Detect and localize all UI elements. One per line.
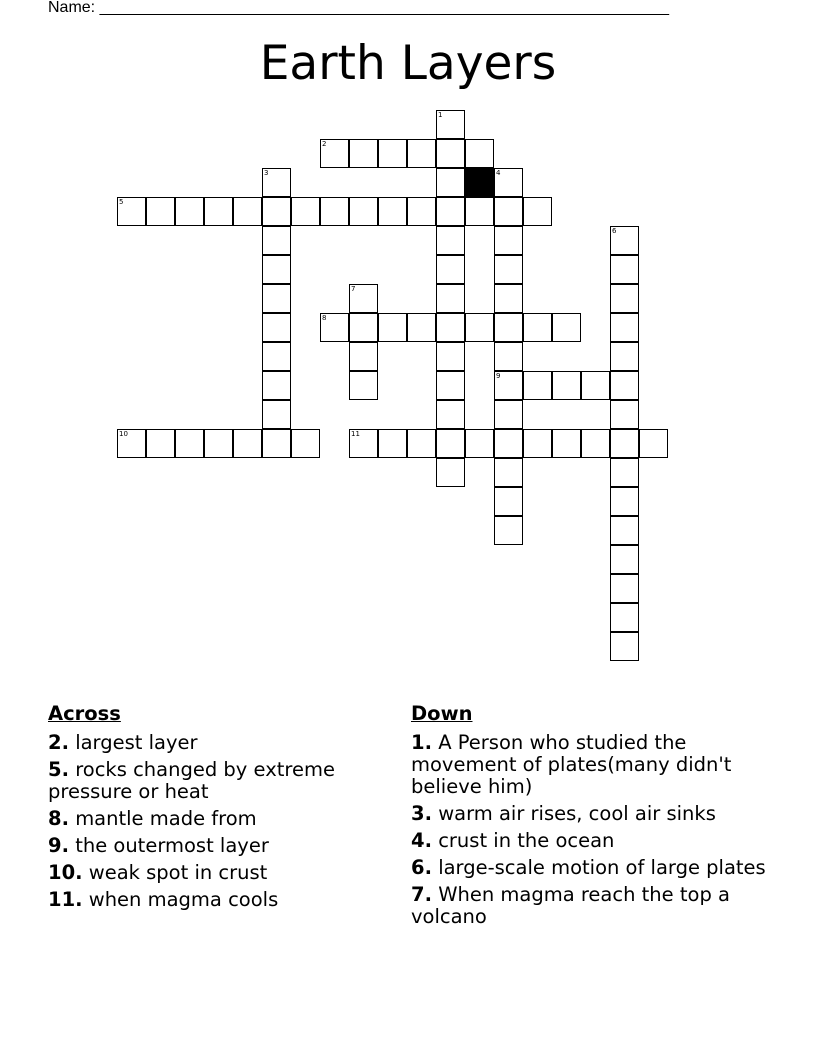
- answer-cell[interactable]: [494, 342, 523, 371]
- answer-cell[interactable]: [494, 284, 523, 313]
- clue-text: When magma reach the top a volcano: [411, 883, 730, 928]
- answer-cell[interactable]: [436, 110, 465, 139]
- clue-text: largest layer: [75, 731, 198, 754]
- cell-number: 8: [322, 314, 327, 322]
- answer-cell[interactable]: [494, 487, 523, 516]
- answer-cell[interactable]: [610, 487, 639, 516]
- answer-cell[interactable]: [494, 168, 523, 197]
- clue-number: 9.: [48, 834, 69, 857]
- answer-cell[interactable]: [436, 371, 465, 400]
- clue-text: crust in the ocean: [438, 829, 615, 852]
- cell-number: 6: [612, 227, 617, 235]
- answer-cell[interactable]: [117, 429, 146, 458]
- answer-cell[interactable]: [436, 197, 465, 226]
- cell-number: 1: [438, 111, 443, 119]
- clue-text: rocks changed by extreme pressure or heat: [48, 758, 335, 803]
- answer-cell[interactable]: [552, 371, 581, 400]
- answer-cell[interactable]: [610, 574, 639, 603]
- answer-cell[interactable]: [552, 429, 581, 458]
- clue-number: 1.: [411, 731, 432, 754]
- answer-cell[interactable]: [610, 400, 639, 429]
- answer-cell[interactable]: [407, 429, 436, 458]
- answer-cell[interactable]: [349, 429, 378, 458]
- answer-cell[interactable]: [262, 226, 291, 255]
- answer-cell[interactable]: [610, 226, 639, 255]
- answer-cell[interactable]: [175, 197, 204, 226]
- answer-cell[interactable]: [581, 371, 610, 400]
- cell-number: 9: [496, 372, 501, 380]
- answer-cell[interactable]: [378, 197, 407, 226]
- answer-cell[interactable]: [349, 284, 378, 313]
- answer-cell[interactable]: [407, 139, 436, 168]
- answer-cell[interactable]: [262, 342, 291, 371]
- answer-cell[interactable]: [291, 197, 320, 226]
- answer-cell[interactable]: [349, 197, 378, 226]
- answer-cell[interactable]: [262, 371, 291, 400]
- answer-cell[interactable]: [349, 371, 378, 400]
- name-field[interactable]: Name: ________________________________________________________________: [48, 0, 670, 16]
- down-heading: Down: [411, 702, 473, 725]
- answer-cell[interactable]: [610, 429, 639, 458]
- clue-text: when magma cools: [88, 888, 279, 911]
- answer-cell[interactable]: [610, 545, 639, 574]
- black-square: [465, 168, 494, 197]
- answer-cell[interactable]: [494, 226, 523, 255]
- down-clues: [411, 703, 771, 933]
- answer-cell[interactable]: [204, 197, 233, 226]
- down-clue-3: [411, 803, 771, 825]
- across-clue-9: [48, 835, 378, 857]
- answer-cell[interactable]: [436, 168, 465, 197]
- answer-cell[interactable]: [436, 400, 465, 429]
- answer-cell[interactable]: [494, 313, 523, 342]
- answer-cell[interactable]: [610, 458, 639, 487]
- answer-cell[interactable]: [610, 313, 639, 342]
- cell-number: 3: [264, 169, 269, 177]
- answer-cell[interactable]: [262, 197, 291, 226]
- answer-cell[interactable]: [610, 603, 639, 632]
- answer-cell[interactable]: [465, 313, 494, 342]
- answer-cell[interactable]: [436, 284, 465, 313]
- across-clue-8: [48, 808, 378, 830]
- answer-cell[interactable]: [349, 313, 378, 342]
- answer-cell[interactable]: [465, 197, 494, 226]
- answer-cell[interactable]: [494, 458, 523, 487]
- answer-cell[interactable]: [378, 429, 407, 458]
- answer-cell[interactable]: [262, 255, 291, 284]
- answer-cell[interactable]: [639, 429, 668, 458]
- answer-cell[interactable]: [581, 429, 610, 458]
- answer-cell[interactable]: [494, 255, 523, 284]
- cell-number: 7: [351, 285, 356, 293]
- across-clues: [48, 703, 378, 916]
- answer-cell[interactable]: [610, 516, 639, 545]
- clue-text: warm air rises, cool air sinks: [438, 802, 716, 825]
- down-clue-1: [411, 732, 771, 798]
- answer-cell[interactable]: [320, 139, 349, 168]
- cell-number: 10: [119, 430, 128, 438]
- answer-cell[interactable]: [436, 255, 465, 284]
- answer-cell[interactable]: [552, 313, 581, 342]
- answer-cell[interactable]: [320, 313, 349, 342]
- clue-text: A Person who studied the movement of plates(many didn't believe him): [411, 731, 732, 798]
- clue-text: large-scale motion of large plates: [438, 856, 766, 879]
- answer-cell[interactable]: [233, 429, 262, 458]
- answer-cell[interactable]: [117, 197, 146, 226]
- clue-number: 3.: [411, 802, 432, 825]
- answer-cell[interactable]: [494, 516, 523, 545]
- answer-cell[interactable]: [146, 429, 175, 458]
- answer-cell[interactable]: [436, 458, 465, 487]
- clue-number: 2.: [48, 731, 69, 754]
- answer-cell[interactable]: [523, 313, 552, 342]
- answer-cell[interactable]: [523, 429, 552, 458]
- answer-cell[interactable]: [204, 429, 233, 458]
- answer-cell[interactable]: [349, 342, 378, 371]
- answer-cell[interactable]: [291, 429, 320, 458]
- answer-cell[interactable]: [494, 197, 523, 226]
- down-clue-6: [411, 857, 771, 879]
- answer-cell[interactable]: [610, 284, 639, 313]
- clue-number: 11.: [48, 888, 83, 911]
- clue-number: 4.: [411, 829, 432, 852]
- answer-cell[interactable]: [349, 139, 378, 168]
- answer-cell[interactable]: [610, 371, 639, 400]
- answer-cell[interactable]: [175, 429, 204, 458]
- answer-cell[interactable]: [262, 168, 291, 197]
- answer-cell[interactable]: [407, 313, 436, 342]
- page-title: Earth Layers: [259, 36, 557, 91]
- answer-cell[interactable]: [262, 429, 291, 458]
- answer-cell[interactable]: [233, 197, 262, 226]
- answer-cell[interactable]: [436, 313, 465, 342]
- answer-cell[interactable]: [494, 400, 523, 429]
- across-clue-2: [48, 732, 378, 754]
- answer-cell[interactable]: [320, 197, 349, 226]
- clue-text: mantle made from: [75, 807, 257, 830]
- answer-cell[interactable]: [436, 226, 465, 255]
- across-clue-5: [48, 759, 378, 803]
- clue-number: 10.: [48, 861, 83, 884]
- clue-number: 7.: [411, 883, 432, 906]
- answer-cell[interactable]: [465, 429, 494, 458]
- answer-cell[interactable]: [523, 371, 552, 400]
- answer-cell[interactable]: [262, 400, 291, 429]
- down-clue-4: [411, 830, 771, 852]
- clue-text: weak spot in crust: [88, 861, 268, 884]
- answer-cell[interactable]: [610, 255, 639, 284]
- cell-number: 5: [119, 198, 124, 206]
- cell-number: 2: [322, 140, 327, 148]
- answer-cell[interactable]: [494, 429, 523, 458]
- answer-cell[interactable]: [436, 429, 465, 458]
- answer-cell[interactable]: [378, 313, 407, 342]
- answer-cell[interactable]: [465, 139, 494, 168]
- answer-cell[interactable]: [436, 342, 465, 371]
- across-clue-10: [48, 862, 378, 884]
- answer-cell[interactable]: [146, 197, 175, 226]
- answer-cell[interactable]: [610, 632, 639, 661]
- clue-number: 8.: [48, 807, 69, 830]
- clue-text: the outermost layer: [75, 834, 269, 857]
- answer-cell[interactable]: [378, 139, 407, 168]
- answer-cell[interactable]: [523, 197, 552, 226]
- across-clue-11: [48, 889, 378, 911]
- clue-number: 6.: [411, 856, 432, 879]
- down-clue-7: [411, 884, 771, 928]
- cell-number: 11: [351, 430, 360, 438]
- answer-cell[interactable]: [610, 342, 639, 371]
- answer-cell[interactable]: [262, 313, 291, 342]
- cell-number: 4: [496, 169, 501, 177]
- answer-cell[interactable]: [436, 139, 465, 168]
- clue-number: 5.: [48, 758, 69, 781]
- across-heading: Across: [48, 702, 121, 725]
- answer-cell[interactable]: [407, 197, 436, 226]
- answer-cell[interactable]: [494, 371, 523, 400]
- answer-cell[interactable]: [262, 284, 291, 313]
